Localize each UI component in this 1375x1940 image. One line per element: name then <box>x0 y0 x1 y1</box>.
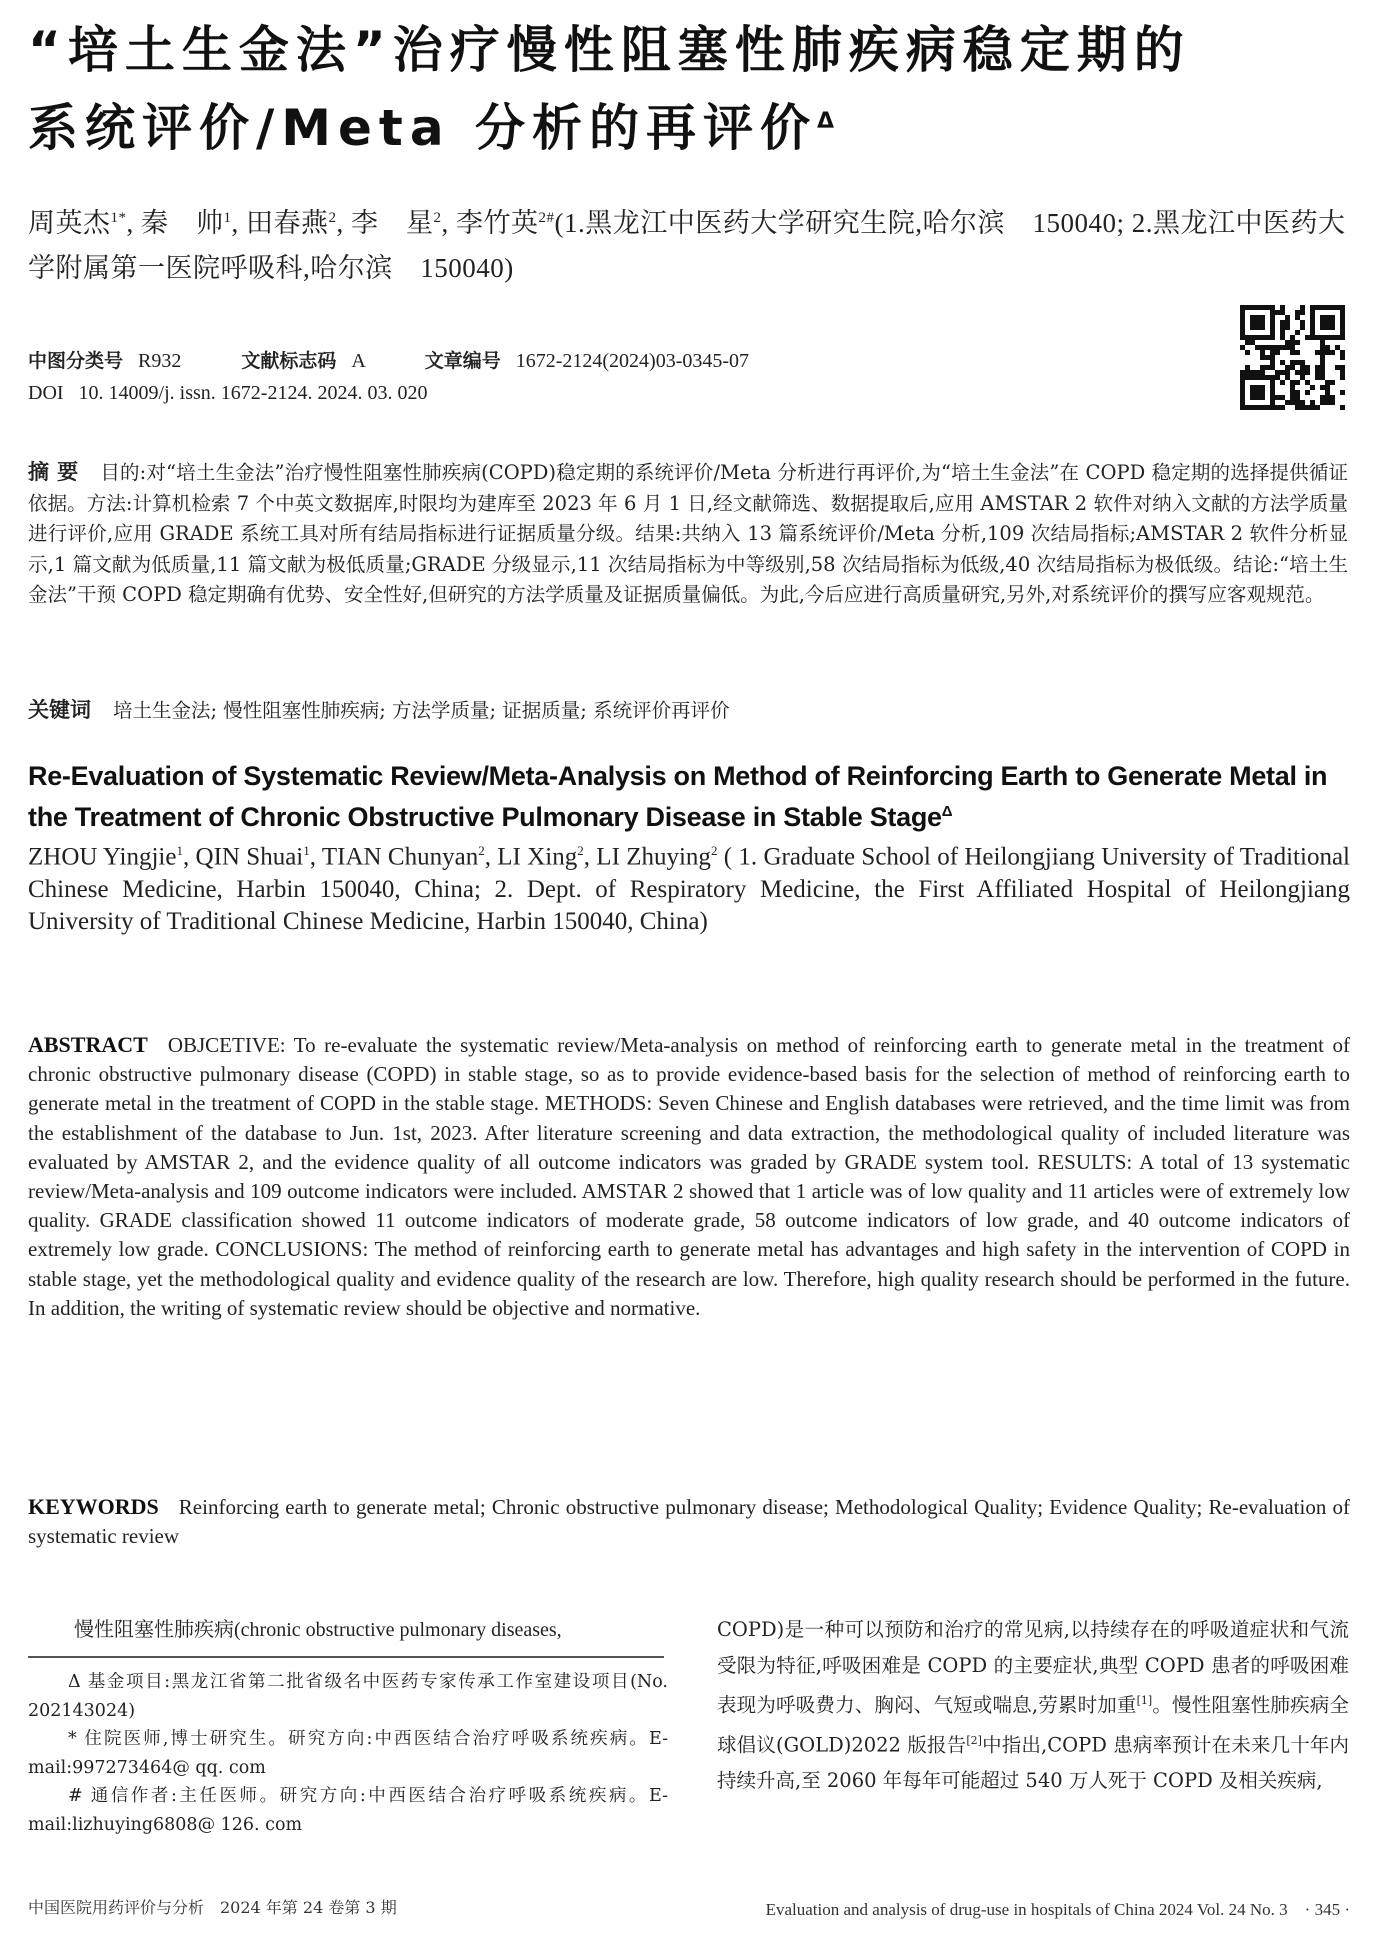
abstract-cn-text: 目的:对“培土生金法”治疗慢性阻塞性肺疾病(COPD)稳定期的系统评价/Meta 分析进行再评价,为“培土生金法”在 COPD 稳定期的选择提供循证依据。方法:计算机检索 7 个中英文数据库,时限均为建库至 2023 年 6 月 1 日,经文献筛选、数据提取后,应用 AMSTAR 2 软件对纳入文献的方法学质量进行评价,应用 GRADE 系统工具对所有结局指标进行证据质量分级。结果:共纳入 13 篇系统评价/Meta 分析,109 次结局指标;AMSTAR 2 软件分析显示,1 篇文献为低质量,11 篇文献为极低质量;GRADE 分级显示,11 次结局指标为中等级别,58 次结局指标为低级,40 次结局指标为极低级。结论:“培土生金法”干预 COPD 稳定期确有优势、安全性好,但研究的方法学质量及证据质量偏低。为此,今后应进行高质量研究,另外,对系统评价的撰写应客观规范。 <box>28 461 1349 606</box>
keywords-en-label: KEYWORDS <box>28 1494 159 1519</box>
authors-en: ZHOU Yingjie$^1$, QIN Shuai$^1$, TIAN Chunyan$^2$, LI Xing$^2$, LI Zhuying$^2$ ( 1. Graduate School of Heilongjiang University of Traditional Chinese Medicine, Harbin 150040, China; 2. Dept. of Respiratory Medicine, the First Affiliated Hospital of Heilongjiang University of Traditional Chinese Medicine, Harbin 150040, China) <box>28 843 1350 936</box>
article-no-label: 文章编号 <box>424 350 501 372</box>
author-name-en: LI Xing <box>497 843 578 871</box>
author-sup-en: 1 <box>176 843 183 858</box>
keywords-cn-label: 关键词 <box>28 698 91 722</box>
author-name-en: LI Zhuying <box>596 843 711 871</box>
author-name-en: TIAN Chunyan <box>321 843 479 871</box>
clc-label: 中图分类号 <box>28 350 124 372</box>
authors-cn: 周英杰$^{1*}$, 秦 帅$^1$, 田春燕$^2$, 李 星$^2$, 李竹英$^{2\#}$(1.黑龙江中医药大学研究生院,哈尔滨 150040; 2.黑龙江中医药大学附属第一医院呼吸科,哈尔滨 150040) <box>28 208 1346 283</box>
author-name: 李 星 <box>351 208 434 238</box>
body-text: COPD)是一种可以预防和治疗的常见病,以持续存在的呼吸道症状和气流受限为特征,呼吸困难是 COPD 的主要症状,典型 COPD 患者的呼吸困难表现为呼吸费力、胸闷、气短或喘息,劳累时加重 <box>717 1618 1349 1717</box>
body-text: 中指出,COPD 患病率预计在未来几十年内持续升高,至 2060 年每年可能超过 540 万人死于 COPD 及相关疾病, <box>717 1733 1350 1792</box>
doc-code-value: A <box>351 350 365 372</box>
author-sup-en: 1 <box>303 843 310 858</box>
author-name-en: ZHOU Yingjie <box>28 843 177 871</box>
fund-mark-en: Δ <box>941 803 953 820</box>
doi-label: DOI <box>28 382 64 404</box>
author-sup-en: 2 <box>478 843 485 858</box>
author-sup-en: 2 <box>577 843 584 858</box>
author-name: 周英杰 <box>28 208 111 238</box>
footer-journal-en: Evaluation and analysis of drug-use in hospitals of China 2024 Vol. 24 No. 3 · 345 · <box>765 1900 1350 1919</box>
footnote-fund: Δ 基金项目:黑龙江省第二批省级名中医药专家传承工作室建设项目(No. 202143024) <box>28 1672 668 1721</box>
clc-value: R932 <box>138 350 182 372</box>
author-name-en: QIN Shuai <box>195 843 304 871</box>
citation-ref[interactable]: [2] <box>966 1734 982 1747</box>
footnote-first-author: * 住院医师,博士研究生。研究方向:中西医结合治疗呼吸系统疾病。E-mail:997273464@ qq. com <box>28 1729 668 1778</box>
footer-journal-cn: 中国医院用药评价与分析 2024 年第 24 卷第 3 期 <box>28 1898 397 1917</box>
keywords-cn-text: 培土生金法; 慢性阻塞性肺疾病; 方法学质量; 证据质量; 系统评价再评价 <box>113 699 730 722</box>
title-en-text: Re-Evaluation of Systematic Review/Meta-Analysis on Method of Reinforcing Earth to Generate Metal in the Treatment of Chronic Obstructive Pulmonary Disease in Stable Stage <box>28 761 1328 832</box>
abstract-en-text: OBJCETIVE: To re-evaluate the systematic review/Meta-analysis on method of reinforcing earth to generate metal in the treatment of chronic obstructive pulmonary disease (COPD) in stable stage, so as to provide evidence-based basis for the selection of method of reinforcing earth to generate metal in the treatment of COPD in the stable stage. METHODS: Seven Chinese and English databases were retrieved, and the time limit was from the establishment of the database to Jun. 1st, 2023. After literature screening and data extraction, the methodological quality of included literature was evaluated by AMSTAR 2, and the evidence quality of all outcome indicators was graded by GRADE system tool. RESULTS: A total of 13 systematic review/Meta-analysis and 109 outcome indicators were included. AMSTAR 2 showed that 1 article was of low quality and 11 articles were of extremely low quality. GRADE classification showed 11 outcome indicators of moderate grade, 58 outcome indicators of low grade, and 40 outcome indicators of extremely low grade. CONCLUSIONS: The method of reinforcing earth to generate metal has advantages and high safety in the intervention of COPD in stable stage, yet the methodological quality and evidence quality of the research are low. Therefore, high quality research should be performed in the future. In addition, the writing of systematic review should be objective and normative. <box>28 1033 1350 1320</box>
keywords-en-text: Reinforcing earth to generate metal; Chronic obstructive pulmonary disease; Methodological Quality; Evidence Quality; Re-evaluation of systematic review <box>28 1495 1350 1549</box>
author-name: 秦 帅 <box>141 208 224 238</box>
abstract-cn-label: 摘要 <box>28 460 87 484</box>
body-right-column <box>717 1612 1349 1799</box>
keywords-cn <box>28 694 1348 724</box>
footnote-corresponding: # 通信作者:主任医师。研究方向:中西医结合治疗呼吸系统疾病。E-mail:lizhuying6808@ 126. com <box>28 1786 668 1835</box>
author-sup: 2 <box>328 210 337 226</box>
article-no-value: 1672-2124(2024)03-0345-07 <box>515 350 750 372</box>
qr-code-icon[interactable] <box>1240 305 1345 410</box>
body-text: 。慢性阻塞性肺疾病全球倡议(GOLD)2022 版报告 <box>717 1693 1349 1757</box>
abstract-en-label: ABSTRACT <box>28 1032 148 1057</box>
title-cn-line2 <box>28 92 1358 164</box>
author-name: 田春燕 <box>246 208 329 238</box>
title-cn-line2-text: 系统评价/Meta 分析的再评价 <box>28 99 817 157</box>
affiliations-en: ( 1. Graduate School of Heilongjiang University of Traditional Chinese Medicine, Harbin 150040, China; 2. Dept. of Respiratory Medicine, the First Affiliated Hospital of Heilongjiang University of Traditional Chinese Medicine, Harbin 150040, China) <box>28 843 1350 936</box>
abstract-en <box>28 1030 1350 1323</box>
doi-line <box>28 382 427 405</box>
author-sup: 2 <box>433 210 442 226</box>
keywords-en <box>28 1492 1350 1551</box>
affiliations-cn: (1.黑龙江中医药大学研究生院,哈尔滨 150040; 2.黑龙江中医药大学附属第一医院呼吸科,哈尔滨 150040) <box>28 208 1346 283</box>
author-name: 李竹英 <box>456 208 539 238</box>
footnotes <box>28 1668 668 1839</box>
body-left-first-line: 慢性阻塞性肺疾病(chronic obstructive pulmonary diseases, <box>74 1619 562 1641</box>
author-sup: 1* <box>110 210 127 226</box>
doi-value[interactable]: 10. 14009/j. issn. 1672-2124. 2024. 03. 020 <box>78 382 428 404</box>
author-sup: 2# <box>538 210 555 226</box>
citation-ref[interactable]: [1] <box>1136 1694 1153 1707</box>
abstract-cn <box>28 457 1348 611</box>
qr-module <box>1340 405 1345 410</box>
doc-code-label: 文献标志码 <box>241 350 337 372</box>
author-sup-en: 2 <box>710 843 718 858</box>
title-en <box>28 758 1358 835</box>
author-sup: 1 <box>223 210 232 226</box>
fund-mark: Δ <box>816 109 842 134</box>
title-cn-line1: “培土生金法”治疗慢性阻塞性肺疾病稳定期的 <box>28 21 1191 79</box>
classification-line <box>28 346 749 373</box>
footnote-divider <box>28 1656 664 1658</box>
